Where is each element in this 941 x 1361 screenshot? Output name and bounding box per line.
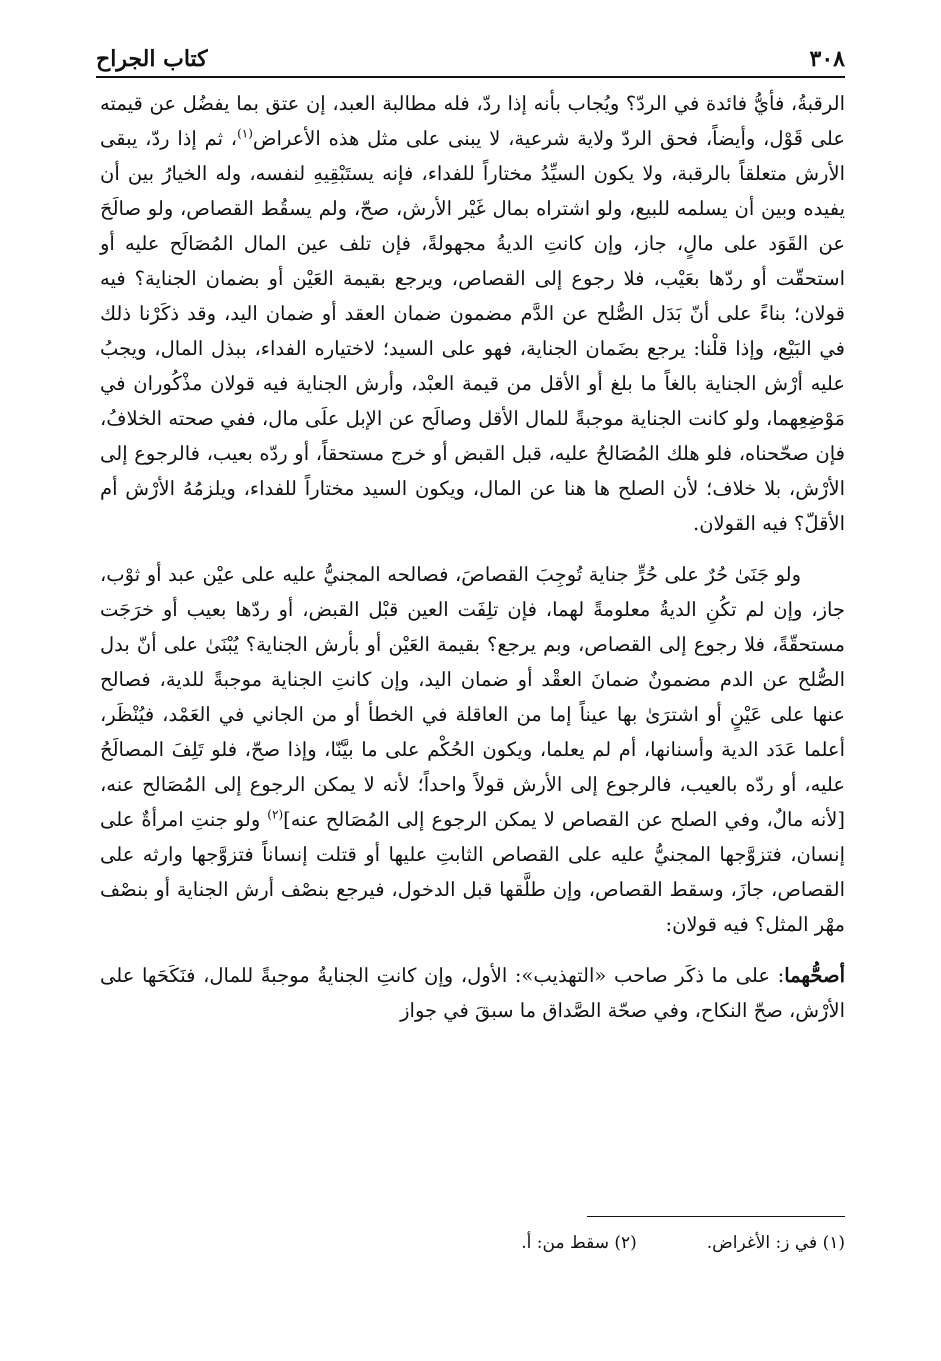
- footnote-ref-2: (٢): [267, 807, 284, 822]
- paragraph-3-lead: أصحُّهما: [784, 964, 845, 987]
- paragraph-2-text-a: ولو جَنَىٰ حُرٌ على حُرٍّ جناية تُوجِبَ القصاصَ، فصالحه المجنيُّ عليه على عيْن عبد أو ثوْب، جاز، وإن لم تكُنِ الديةُ معلومةً لهما، فإن تلِفَت العين قبْل القبض، أو ردّها بعيب أو خرَجَت مستحقّةً، فلا رجوع إلى القصاص، وبم يرجع؟ بقيمة العَيْن أو بأرش الجناية؟ يُبْنَىٰ على أنّ بدل الصُّلح عن الدم مضمونٌ ضمانَ العقْد أو ضمان اليد، وإن كانتِ الجناية موجبةً للدية، فصالح عنها على عَيْنٍ أو اشترَىٰ بها عيناً إما من العاقلة في الخطأ أو من الجاني في العَمْد، فيُنْظَر، أعلما عَدَد الدية وأسنانها، أم لم يعلما، ويكون الحُكْم على ما بيَّنّا، وإذا صحّ، فلو تَلِفَ المصالَحُ عليه، أو ردّه بالعيب، فالرجوع إلى الأرش قولاً واحداً؛ لأنه لا يمكن الرجوع إلى المُصَالح عنه، [لأنه مالٌ، وفي الصلح عن القصاص لا يمكن الرجوع إلى المُصَالح عنه]: [100, 563, 845, 831]
- paragraph-1: [100, 86, 845, 541]
- footnote-2: (٢) سقط من: أ.: [521, 1233, 637, 1253]
- paragraph-1-text-a: الرقبةُ، فأيُّ فائدة في الردّ؟ ويُجاب بأنه إذا ردّ، فله مطالبة العبد، إن عتق بما يفضُل عن قيمته على قَوْل، وأيضاً، فحق الردّ ولاية شرعية، لا يبنى على مثل هذه الأعراض: [100, 92, 845, 150]
- main-text: [100, 86, 845, 1028]
- page-number: ٣٠٨: [809, 46, 845, 72]
- footnotes: [96, 1228, 845, 1258]
- footnote-1: (١) في ز: الأغراض.: [706, 1233, 845, 1253]
- header-rule: [96, 76, 845, 78]
- book-title: كتاب الجراح: [96, 46, 208, 72]
- paragraph-2-text-b: ولو جنتِ امرأةٌ على إنسان، فتزوَّجها المجنيُّ عليه على القصاص الثابتِ عليها أو قتلت إنساناً فتزوَّجها وارثه على القصاص، جازَ، وسقط القصاص، وإن طلَّقها قبل الدخول، فيرجع بنصْف أرش الجناية أو بنصْف مهْر المثل؟ فيه قولان:: [100, 808, 845, 936]
- paragraph-3: [100, 958, 845, 1028]
- paragraph-1-text-b: ، ثم إذا ردّ، يبقى الأرش متعلقاً بالرقبة، ولا يكون السيِّدُ مختاراً للفداء، فإنه يستَبْقِيهِ لنفسه، وله الخيارُ بين أن يفيده وبين أن يسلمه للبيع، ولو اشتراه بمال غَيْر الأرش، صحّ، ولم يسقُط القصاص، ولو صالَحَ عن القَوَد على مالٍ، جاز، وإن كانتِ الديةُ مجهولةً، فإن تلف عين المال المُصَالَح عليه أو استحقّت أو ردّها بعَيْب، فلا رجوع إلى القصاص، ويرجع بقيمة العَيْن أو بضمان الجناية؟ فيه قولان؛ بناءً على أنّ بَدَل الصُّلح عن الدَّم مضمون ضمان العقد أو ضمان اليد، وقد ذكَرْنا ذلك في البَيْع، وإذا قلْنا: يرجع بضَمان الجناية، فهو على السيد؛ لاختياره الفداء، ببذل المال، ويجبُ عليه أرْش الجناية بالغاً ما بلغ أو الأقل من قيمة العبْد، وأرش الجناية فيه قولان مذْكُوران في مَوْضِعِهما، ولو كانت الجناية موجبةً للمال الأقل وصالَح عن الإبل علَى مال، ففي صحته الخلافُ، فإن صحّحناه، فلو هلك المُصَالحُ عليه، قبل القبض أو خرج مستحقاً، أو ردّه بعيب، فالرجوع إلى الأرْش، بلا خلاف؛ لأن الصلح ها هنا عن المال، ويكون السيد مختاراً للفداء، ويلزمُهُ الأرْش أم الأقلّ؟ فيه القولان.: [100, 127, 845, 535]
- footnote-ref-1: (١): [237, 126, 253, 141]
- footnote-rule: [587, 1216, 845, 1217]
- page-header: [96, 38, 845, 72]
- paragraph-3-text: : على ما ذكَر صاحب «التهذيب»: الأول، وإن كانتِ الجنايةُ موجبةً للمال، فنَكَحَها على الأرْش، صحّ النكاح، وفي صحّة الصَّداق ما سبقَ في جواز: [100, 964, 845, 1022]
- paragraph-2: [100, 557, 845, 942]
